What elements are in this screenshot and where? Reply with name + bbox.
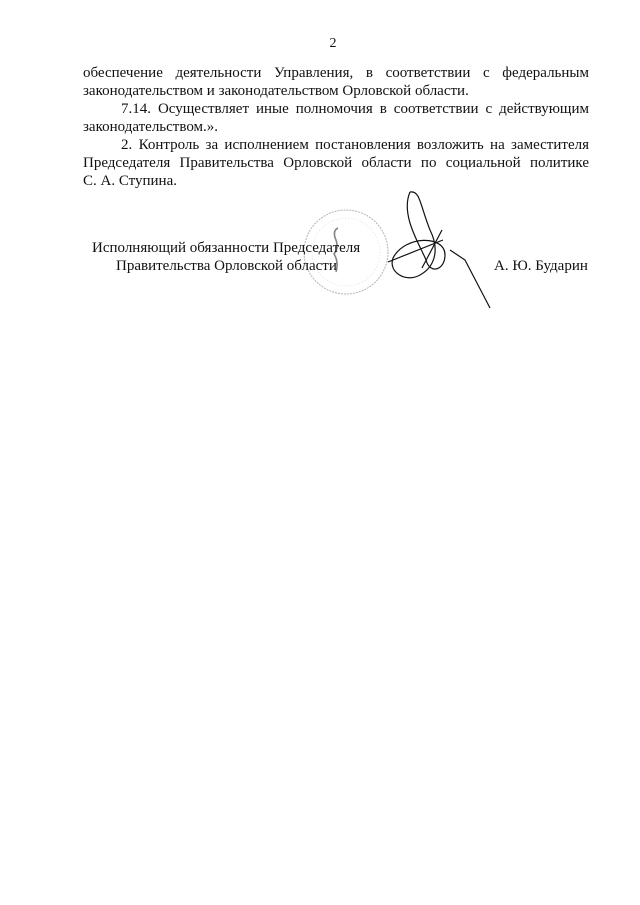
signatory-name: А. Ю. Бударин [494,258,588,274]
signatory-position-line2: Правительства Орловской области [116,258,337,274]
text-line: законодательством.». [83,119,219,135]
text-line: Председателя Правительства Орловской области по социальной политике [83,155,589,171]
text-line: 2. Контроль за исполнением постановления возложить на заместителя [121,137,589,153]
handwritten-signature [388,192,490,308]
text-line: обеспечение деятельности Управления, в соответствии с федеральным [83,65,589,81]
text-line: законодательством и законодательством Орловской области. [83,83,469,99]
text-line: С. А. Ступина. [83,173,177,189]
page-number: 2 [329,36,337,51]
signatory-position-line1: Исполняющий обязанности Председателя [92,240,361,256]
text-line: 7.14. Осуществляет иные полномочия в соответствии с действующим [121,101,589,117]
